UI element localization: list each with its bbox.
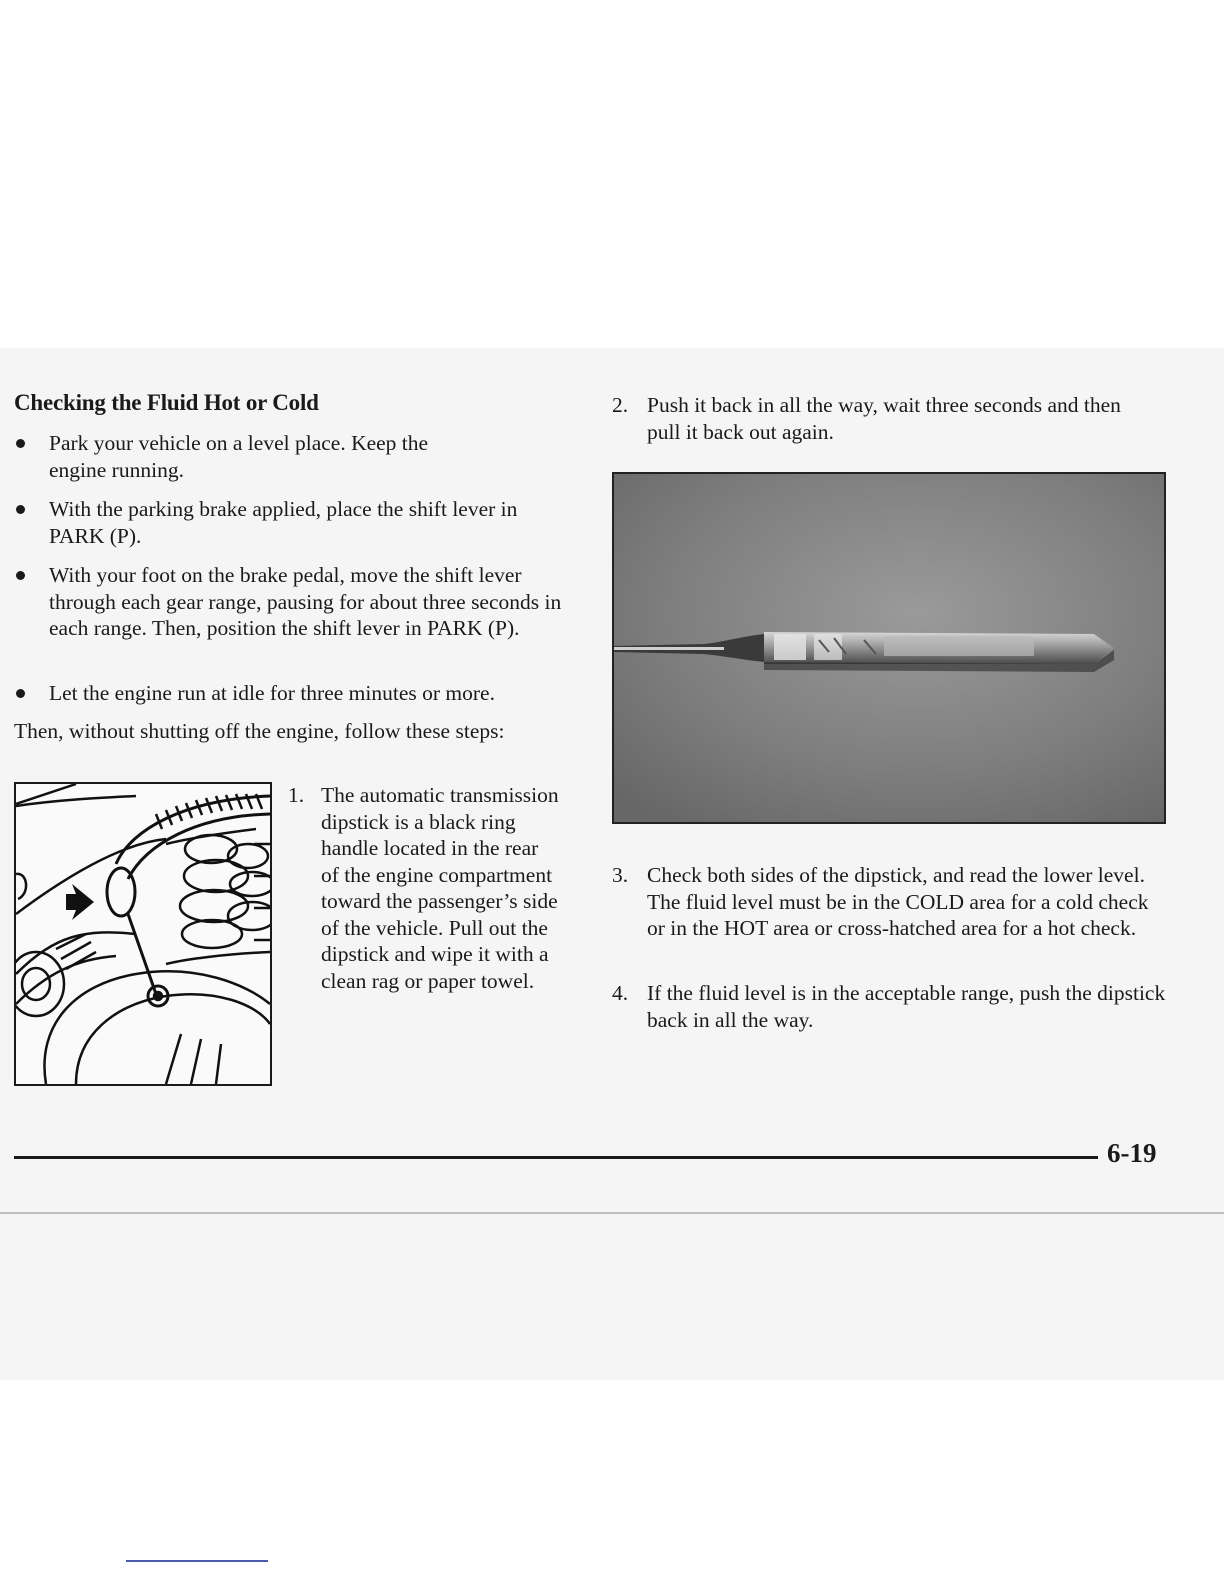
page-divider xyxy=(0,1212,1224,1214)
dipstick-photo-graphic xyxy=(614,474,1164,822)
bottom-mark xyxy=(126,1560,268,1562)
bullet-text: With your foot on the brake pedal, move the shift lever through each gear range, pausing for about three seconds in each range. Then, position the shift lever in PARK (P). xyxy=(49,563,562,640)
page-number: 6-19 xyxy=(1107,1138,1157,1168)
step-text: Push it back in all the way, wait three seconds and then pull it back out again. xyxy=(647,393,1121,444)
step-item xyxy=(612,980,1172,1033)
engine-dipstick-illustration xyxy=(14,782,272,1086)
bullet-dot-icon xyxy=(16,689,25,698)
bullet-text: Let the engine run at idle for three minutes or more. xyxy=(49,681,495,705)
step-number: 3. xyxy=(612,863,629,887)
step-item xyxy=(288,782,568,994)
step-text: If the fluid level is in the acceptable range, push the dipstick back in all the way. xyxy=(647,981,1166,1032)
bullet-item xyxy=(14,430,574,483)
bullet-dot-icon xyxy=(16,439,25,448)
step-item xyxy=(612,392,1152,445)
pointer-arrow-icon xyxy=(66,884,94,920)
step-number: 1. xyxy=(288,783,305,807)
step-text: The automatic transmission dipstick is a black ring handle located in the rear of the engine compartment toward the passenger’s side of the vehicle. Pull out the dipstick and wipe it with a clean rag or paper towel. xyxy=(321,783,559,993)
bullet-text: Park your vehicle on a level place. Keep the engine running. xyxy=(49,431,429,482)
bullet-item xyxy=(14,562,574,642)
step-text: Check both sides of the dipstick, and read the lower level. The fluid level must be in the COLD area for a cold check or in the HOT area or cross-hatched area for a hot check. xyxy=(647,863,1149,940)
step-number: 2. xyxy=(612,393,629,417)
bullet-dot-icon xyxy=(16,571,25,580)
engine-illustration-graphic xyxy=(16,784,270,1084)
step-item xyxy=(612,862,1172,942)
bullet-text: With the parking brake applied, place the shift lever in PARK (P). xyxy=(49,497,518,548)
bullet-dot-icon xyxy=(16,505,25,514)
bullet-item xyxy=(14,680,574,707)
footer-rule xyxy=(14,1156,1098,1159)
bullet-item xyxy=(14,496,574,549)
section-heading: Checking the Fluid Hot or Cold xyxy=(14,390,319,415)
dipstick-photo xyxy=(612,472,1166,824)
step-number: 4. xyxy=(612,981,629,1005)
followup-text: Then, without shutting off the engine, follow these steps: xyxy=(14,719,505,743)
